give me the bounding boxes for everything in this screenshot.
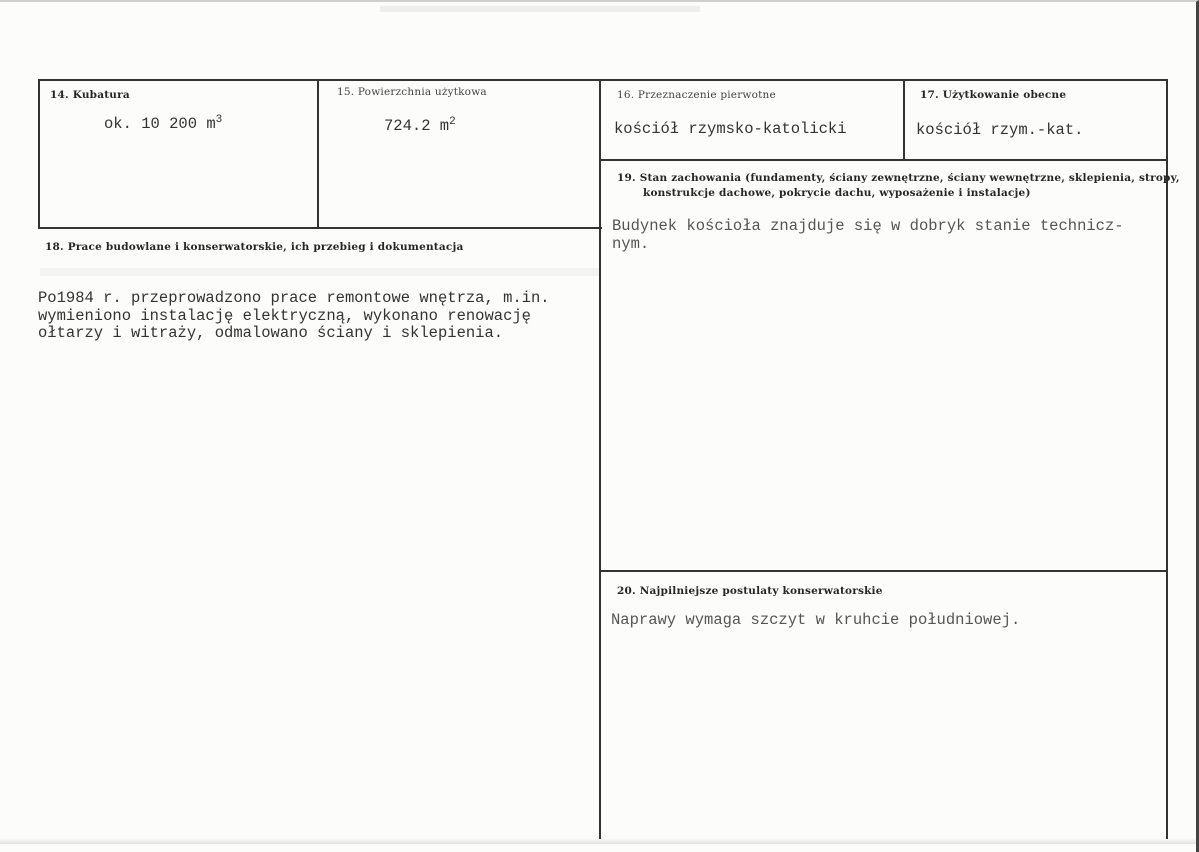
section20-top-line [600,570,1168,572]
field-19-label-line-1: 19. Stan zachowania (fundamenty, ściany zewnętrzne, ściany wewnętrzne, sklepienia, stropy, [617,172,1180,184]
field-20-label: 20. Najpilniejsze postulaty konserwatorskie [617,585,883,597]
field-16-value: kościół rzymsko-katolicki [614,120,847,138]
scan-smudge-18 [40,268,600,276]
field-17-label: 17. Użytkowanie obecne [920,89,1067,101]
field-15-value-text: 724.2 m [384,117,450,135]
center-divider [599,79,601,839]
field-18-line-1: Po1984 r. przeprowadzono prace remontowe wnętrza, m.in. [38,289,550,307]
field-15-label: 15. Powierzchnia użytkowa [337,86,487,98]
field-15-value [384,117,456,135]
field-19-line-2: nym. [612,235,650,253]
field-18-label: 18. Prace budowlane i konserwatorskie, ich przebieg i dokumentacja [45,241,464,253]
row2-line-left [38,227,602,229]
field-18-line-2: wymieniono instalację elektryczną, wykonano renowację [38,307,531,325]
field-16-label: 16. Przeznaczenie pierwotne [617,89,776,101]
field-15-unit-exponent: 2 [449,115,456,128]
field-14-unit-exponent: 3 [215,113,223,126]
field-14-label: 14. Kubatura [50,89,130,101]
scan-smudge-top [380,6,700,12]
divider-14-15 [317,79,319,229]
left-border-line [38,79,40,229]
divider-16-17 [903,79,905,161]
field-14-value-text: ok. 10 200 m [104,115,216,133]
field-19-label-line-2: konstrukcje dachowe, pokrycie dachu, wyposażenie i instalacje) [643,187,1031,199]
top-border-line [38,79,1168,81]
field-19-line-1: Budynek kościoła znajduje się w dobryk stanie technicz- [612,217,1124,235]
field-18-line-3: ołtarzy i witraży, odmalowano ściany i sklepienia. [38,324,504,342]
field-17-value: kościół rzym.-kat. [916,121,1084,139]
bottom-page-edge [0,838,1196,844]
field-14-value [104,115,222,133]
right-border-line [1166,79,1168,839]
field-20-value: Naprawy wymaga szczyt w kruhcie południowej. [611,611,1021,629]
row1-bottom-line-right [600,159,1168,161]
